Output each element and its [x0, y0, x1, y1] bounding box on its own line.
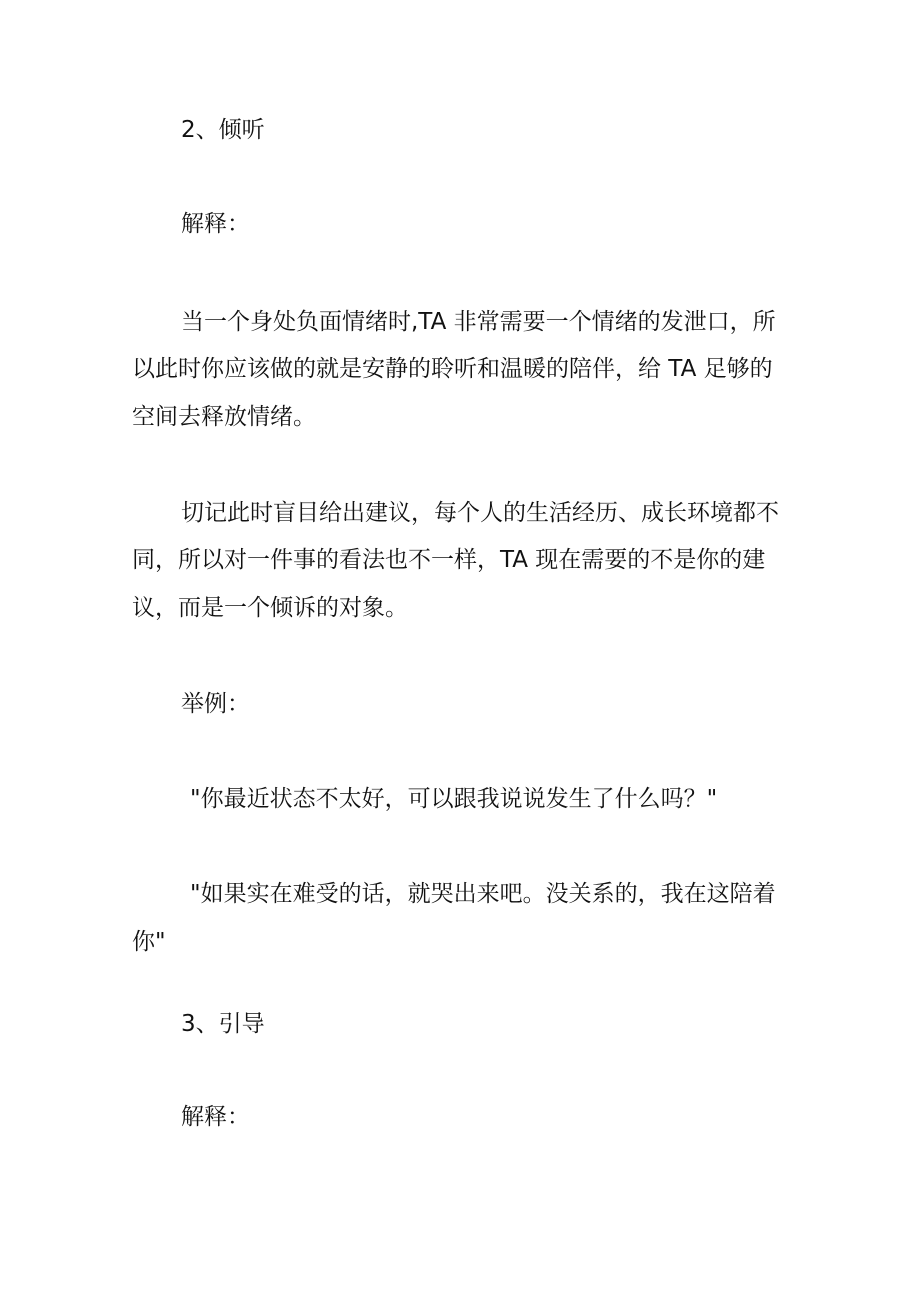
paragraph-line: 同，所以对一件事的看法也不一样，TA 现在需要的不是你的建 — [132, 547, 766, 573]
paragraph-line: 当一个身处负面情绪时,TA 非常需要一个情绪的发泄口，所 — [181, 309, 776, 335]
paragraph-line: 以此时你应该做的就是安静的聆听和温暖的陪伴，给 TA 足够的 — [132, 356, 773, 382]
section-heading-listen: 2、倾听 — [181, 117, 265, 143]
example-label: 举例： — [181, 691, 250, 717]
paragraph-line: 议，而是一个倾诉的对象。 — [132, 595, 408, 621]
section-heading-guide: 3、引导 — [181, 1011, 265, 1037]
explain-label: 解释： — [181, 1104, 250, 1130]
example-quote: "你最近状态不太好，可以跟我说说发生了什么吗？" — [190, 786, 718, 812]
explain-label: 解释： — [181, 211, 250, 237]
paragraph-line: 空间去释放情绪。 — [132, 404, 316, 430]
example-quote: 你" — [132, 929, 166, 955]
example-quote: "如果实在难受的话，就哭出来吧。没关系的，我在这陪着 — [190, 881, 776, 907]
paragraph-line: 切记此时盲目给出建议，每个人的生活经历、成长环境都不 — [181, 500, 779, 526]
